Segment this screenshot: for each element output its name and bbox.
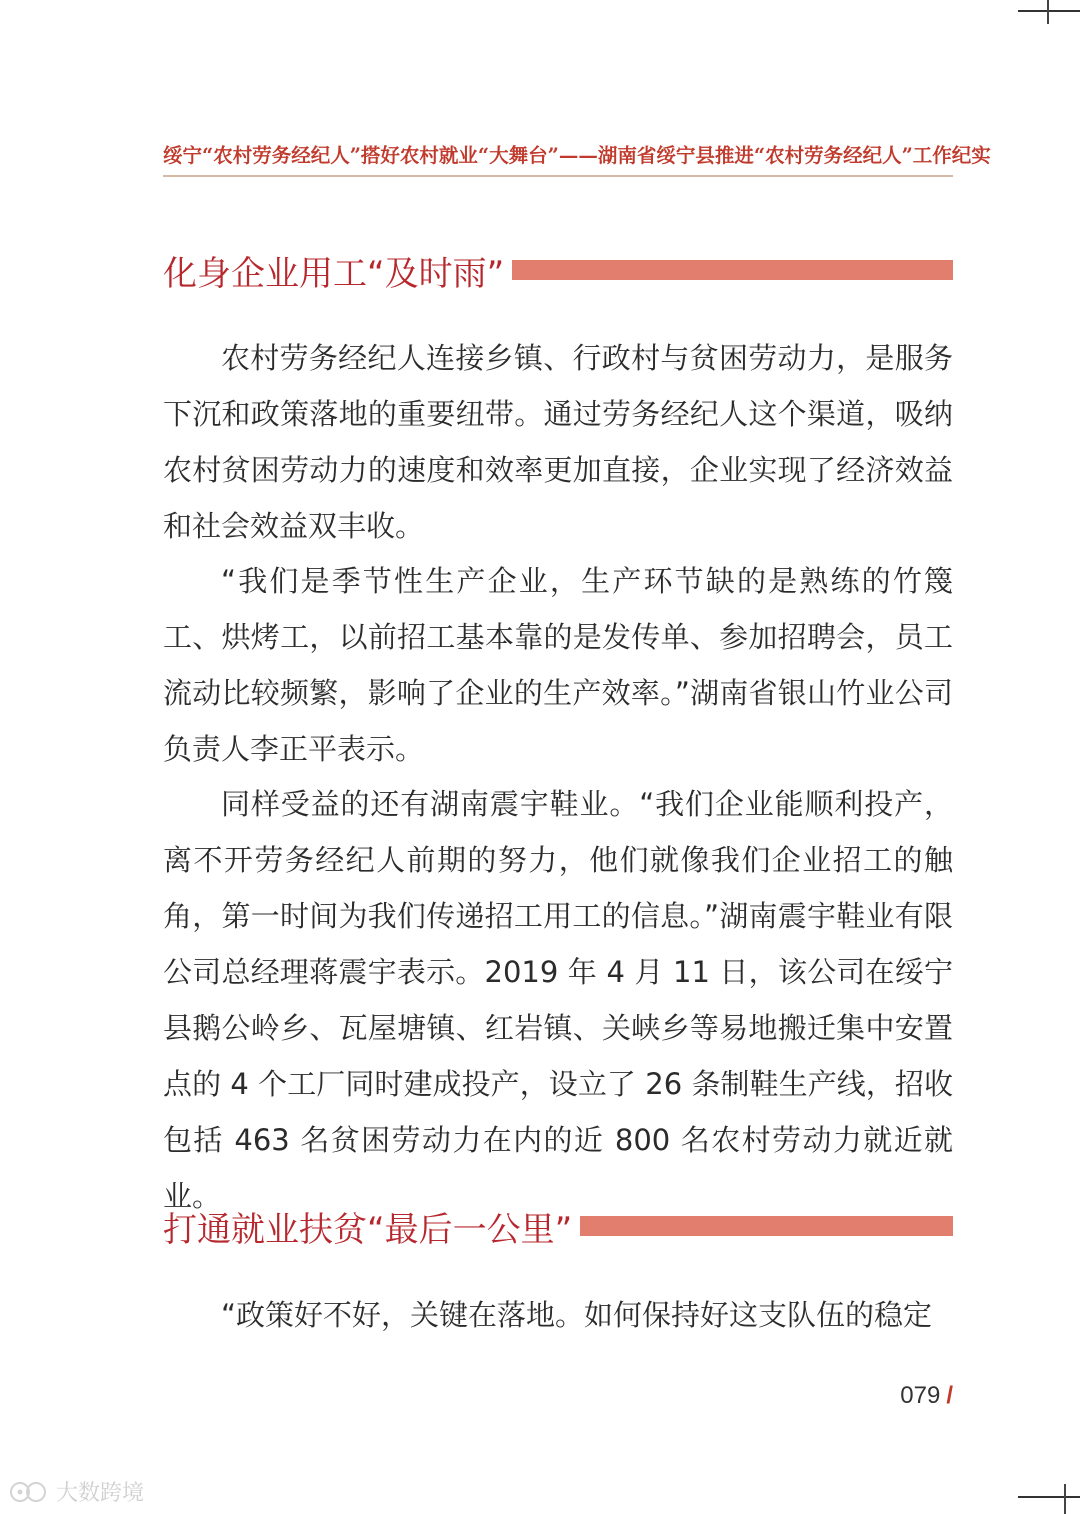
crop-mark-bottom-vertical xyxy=(1064,1484,1066,1514)
paragraph-1: 农村劳务经纪人连接乡镇、行政村与贫困劳动力，是服务下沉和政策落地的重要纽带。通过劳务经纪人这个渠道，吸纳农村贫困劳动力的速度和效率更加直接，企业实现了经济效益和社会效益双丰收。 xyxy=(163,341,953,543)
crop-mark-top-horizontal xyxy=(1018,10,1080,12)
page-number xyxy=(900,1382,953,1410)
crop-mark-top-vertical xyxy=(1047,0,1049,24)
watermark-logo-icon xyxy=(10,1479,50,1505)
paragraph-2: “我们是季节性生产企业，生产环节缺的是熟练的竹篾工、烘烤工，以前招工基本靠的是发传单、参加招聘会，员工流动比较频繁，影响了企业的生产效率。”湖南省银山竹业公司负责人李正平表示。 xyxy=(163,564,953,766)
section-heading-2-bar xyxy=(580,1216,953,1236)
section-heading-1-title: 化身企业用工“及时雨” xyxy=(163,253,505,294)
section-heading-2-title: 打通就业扶贫“最后一公里” xyxy=(163,1209,573,1250)
watermark xyxy=(10,1476,144,1507)
section-heading-1 xyxy=(163,248,953,292)
page-number-slash: / xyxy=(946,1382,953,1409)
running-header: 绥宁“农村劳务经纪人”搭好农村就业“大舞台”——湖南省绥宁县推进“农村劳务经纪人”工作纪实 xyxy=(163,144,991,167)
paragraph-4: “政策好不好，关键在落地。如何保持好这支队伍的稳定 xyxy=(221,1298,933,1332)
crop-mark-bottom-horizontal xyxy=(1018,1496,1080,1498)
section-heading-1-bar xyxy=(512,260,953,280)
section-heading-2 xyxy=(163,1204,953,1248)
paragraph-3: 同样受益的还有湖南震宇鞋业。“我们企业能顺利投产，离不开劳务经纪人前期的努力，他们就像我们企业招工的触角，第一时间为我们传递招工用工的信息。”湖南震宇鞋业有限公司总经理蒋震宇表示。2019 年 4 月 11 日，该公司在绥宁县鹅公岭乡、瓦屋塘镇、红岩镇、关峡乡等易地搬迁集中安置点的 4 个工厂同时建成投产，设立了 26 条制鞋生产线，招收包括 463 名贫困劳动力在内的近 800 名农村劳动力就近就业。 xyxy=(163,787,953,1213)
page-number-value: 079 xyxy=(900,1382,941,1409)
header-rule xyxy=(163,175,953,177)
watermark-text: 大数跨境 xyxy=(56,1481,145,1506)
